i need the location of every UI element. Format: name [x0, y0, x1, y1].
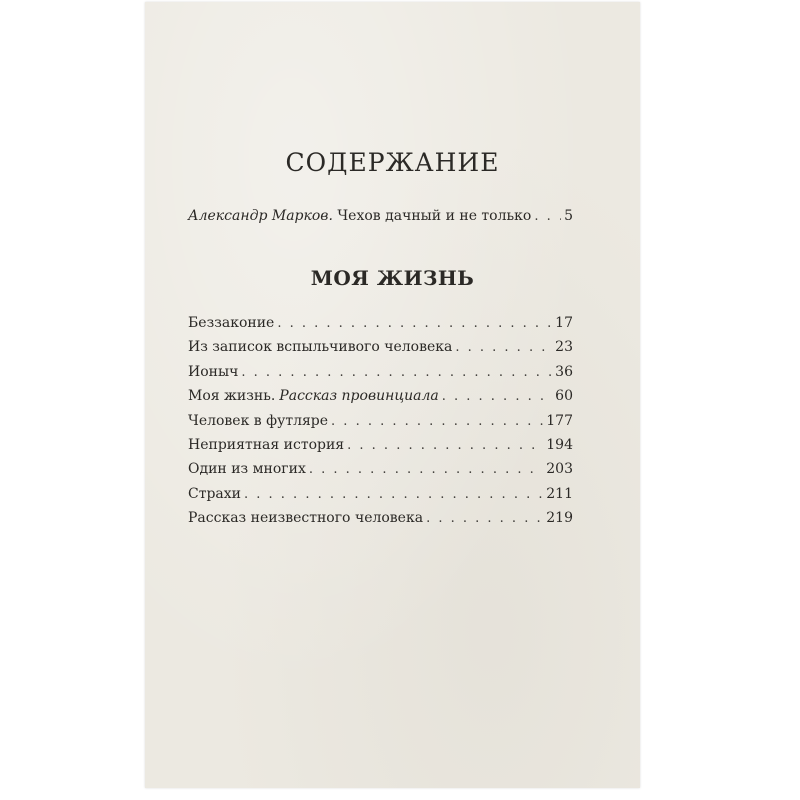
dot-leader — [277, 314, 552, 334]
dot-leader — [442, 387, 552, 407]
toc-intro-entry — [188, 206, 573, 227]
section-title: МОЯ ЖИЗНЬ — [310, 266, 475, 290]
dot-leader — [347, 436, 543, 456]
toc-item — [188, 508, 573, 532]
toc-item-title: Один из многих — [188, 461, 306, 478]
toc-item-title: Ионыч — [188, 363, 239, 380]
dot-leader — [241, 363, 552, 383]
toc-item-page: 219 — [546, 510, 573, 527]
toc-item-page: 17 — [555, 315, 573, 331]
toc-item-title: Моя жизнь. — [188, 388, 276, 405]
toc-item-page: 36 — [555, 363, 573, 380]
toc-item-page: 211 — [546, 485, 573, 502]
toc-item-title: Неприятная история — [188, 436, 345, 453]
toc-item-subtitle: Рассказ провинциала — [279, 388, 439, 405]
dot-leader — [426, 509, 543, 529]
toc-item-title: Человек в футляре — [188, 412, 329, 429]
dot-leader — [534, 207, 561, 227]
toc-item-page: 194 — [546, 436, 573, 453]
toc-item — [188, 386, 573, 410]
toc-item — [188, 411, 573, 435]
toc-item-title: Из записок вспыльчивого человека — [188, 339, 453, 356]
toc-item-page: 177 — [546, 412, 573, 429]
toc-item — [188, 435, 573, 459]
dot-leader — [455, 338, 552, 358]
book-page — [145, 2, 640, 788]
intro-title: Чехов дачный и не только — [337, 208, 532, 224]
dot-leader — [331, 412, 543, 432]
intro-page-number: 5 — [564, 208, 573, 224]
toc-item-title: Беззаконие — [188, 315, 275, 331]
toc-item-page: 60 — [555, 388, 573, 405]
contents-title: СОДЕРЖАНИЕ — [285, 148, 500, 177]
toc-item-page: 203 — [546, 461, 573, 478]
toc-item — [188, 459, 573, 483]
toc-item — [188, 484, 573, 508]
intro-author: Александр Марков. — [188, 208, 333, 224]
toc-item — [188, 313, 573, 337]
toc-item-title: Рассказ неизвестного человека — [188, 510, 424, 527]
dot-leader — [309, 460, 543, 480]
toc-item — [188, 337, 573, 361]
toc-item-page: 23 — [555, 339, 573, 356]
toc-item-title: Страхи — [188, 485, 241, 502]
dot-leader — [244, 485, 543, 505]
toc-list — [188, 313, 573, 533]
toc-item — [188, 362, 573, 386]
